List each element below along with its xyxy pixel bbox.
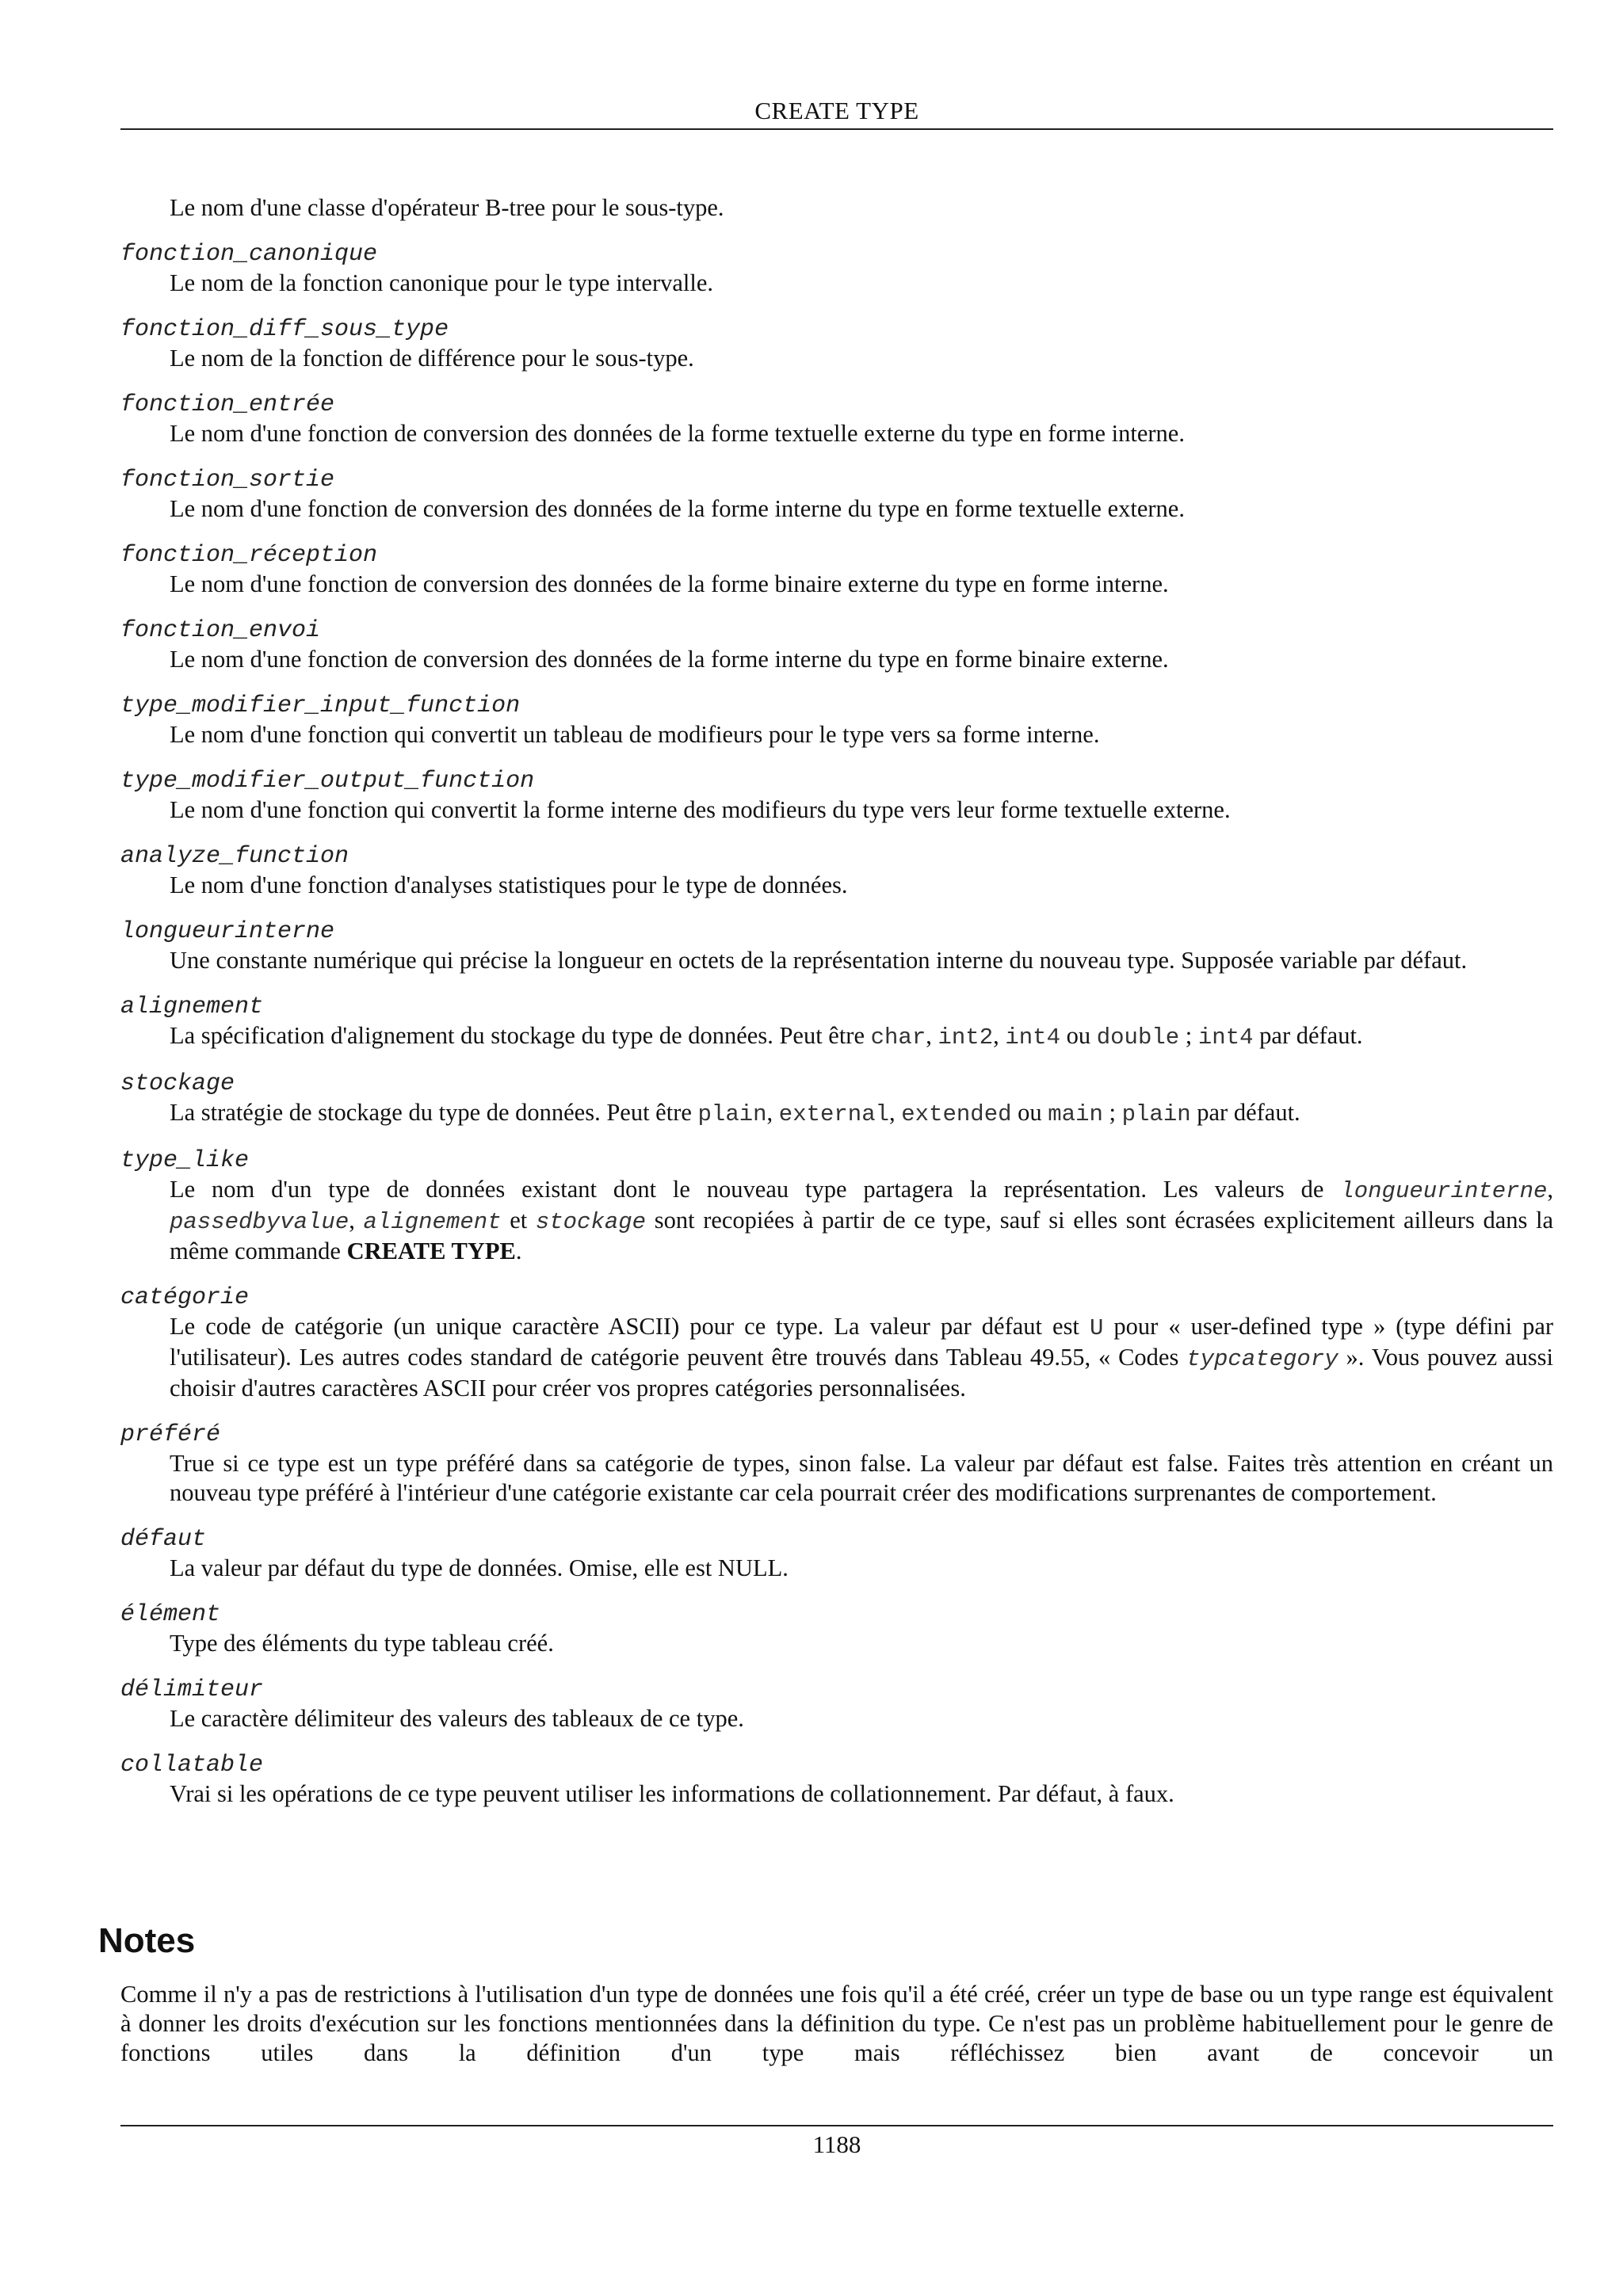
term-description: Le nom de la fonction canonique pour le type intervalle. (170, 269, 714, 296)
desc-text: Le code de catégorie (un unique caractère ASCII) pour ce type. La valeur par défaut est (170, 1313, 1079, 1340)
desc-text: Le nom d'un type de données existant dont le nouveau type partagera la représentation. Les valeurs de (170, 1176, 1324, 1203)
desc-text: La stratégie de stockage du type de données. Peut être (170, 1099, 692, 1126)
term-description: Une constante numérique qui précise la longueur en octets de la représentation interne du nouveau type. Supposée variable par défaut. (170, 947, 1468, 974)
code-literal: int4 (1005, 1024, 1060, 1051)
term-description: Le nom d'une fonction qui convertit la forme interne des modifieurs du type vers leur forme textuelle externe. (170, 796, 1231, 823)
page-header (120, 93, 1553, 130)
term: fonction_diff_sous_type (120, 316, 449, 343)
entry-defaut (120, 1525, 1553, 1583)
entry-fonction-sortie (120, 466, 1553, 524)
entry-prefere (120, 1421, 1553, 1508)
parameter-ref: alignement (363, 1209, 502, 1235)
term-description: Le nom d'une fonction de conversion des données de la forme textuelle externe du type en forme interne. (170, 420, 1185, 447)
term: fonction_réception (120, 542, 378, 569)
term: préféré (120, 1421, 221, 1448)
desc-text: par défaut. (1259, 1022, 1363, 1049)
entry-fonction-canonique (120, 240, 1553, 298)
entry-alignement (120, 993, 1553, 1052)
separator: ou (1066, 1022, 1091, 1049)
code-literal: int4 (1197, 1024, 1254, 1051)
term: délimiteur (120, 1676, 264, 1703)
separator: , (993, 1022, 999, 1049)
entry-fonction-reception (120, 541, 1553, 599)
term: catégorie (120, 1284, 250, 1311)
term-description (170, 1021, 1553, 1052)
term: fonction_envoi (120, 617, 321, 644)
term-description: Le caractère délimiteur des valeurs des tableaux de ce type. (170, 1705, 744, 1732)
entry-type-modifier-input-function (120, 692, 1553, 749)
term: fonction_entrée (120, 391, 335, 418)
term: type_modifier_output_function (120, 768, 535, 795)
parameter-ref: longueurinterne (1340, 1178, 1548, 1204)
entry-analyze-function (120, 842, 1553, 900)
parameter-ref: stockage (535, 1209, 647, 1235)
entry-element (120, 1600, 1553, 1658)
code-literal: plain (697, 1101, 767, 1127)
code-literal: plain (1121, 1101, 1191, 1127)
term-description: Le nom d'une fonction qui convertit un tableau de modifieurs pour le type vers sa forme interne. (170, 721, 1100, 748)
term-description: Vrai si les opérations de ce type peuvent utiliser les informations de collationnement. Par défaut, à faux. (170, 1780, 1174, 1807)
parameter-list (120, 193, 1553, 1809)
term-description (170, 1312, 1553, 1403)
entry-stockage (120, 1070, 1553, 1129)
term-description: True si ce type est un type préféré dans sa catégorie de types, sinon false. La valeur par défaut est false. Faites très attention en créant un nouveau type préféré à l'intérieur d'une catégorie existante car cela pourrait créer des modifications surprenantes de comportement. (170, 1450, 1553, 1506)
term-description: Le nom d'une fonction de conversion des données de la forme interne du type en forme textuelle externe. (170, 495, 1185, 522)
page-footer (120, 2125, 1553, 2163)
notes-heading: Notes (98, 1921, 196, 1960)
desc-text: pour « user-defined type » (type défini par l'utilisateur). Les autres codes standard de catégorie peuvent être trouvés dans Tableau 49.55, « Codes (170, 1313, 1554, 1371)
separator: ; (1109, 1099, 1116, 1126)
page-header-title: CREATE TYPE (754, 97, 919, 124)
term: fonction_canonique (120, 241, 378, 268)
desc-text: sont recopiées à partir de ce type, sauf si elles sont écrasées explicitement ailleurs dans la même commande (170, 1207, 1554, 1264)
desc-text: La spécification d'alignement du stockage du type de données. Peut être (170, 1022, 865, 1049)
entry-type-modifier-output-function (120, 767, 1553, 825)
parameter-ref: passedbyvalue (170, 1209, 349, 1235)
term: type_modifier_input_function (120, 692, 521, 719)
code-literal: int2 (938, 1024, 994, 1051)
entry-categorie (120, 1283, 1553, 1403)
code-literal: double (1096, 1024, 1180, 1051)
notes-paragraph: Comme il n'y a pas de restrictions à l'utilisation d'un type de données une fois qu'il a été créé, créer un type de base ou un type range est équivalent à donner les droits d'exécution sur les fonctions mentionnées dans la définition du type. Ce n'est pas un problème habituellement pour le genre de fonctions utiles dans la définition d'un type mais réfléchissez bien avant de concevoir un (120, 1981, 1553, 2066)
entry-collatable (120, 1751, 1553, 1809)
separator: , (1547, 1176, 1554, 1203)
term-description: Le nom d'une fonction de conversion des données de la forme binaire externe du type en forme interne. (170, 570, 1169, 597)
code-literal: external (778, 1101, 890, 1127)
term: collatable (120, 1752, 264, 1779)
separator: , (926, 1022, 932, 1049)
code-literal: U (1089, 1315, 1104, 1341)
entry-longueurinterne (120, 917, 1553, 975)
term: stockage (120, 1070, 235, 1097)
term-description: Le nom d'une fonction d'analyses statistiques pour le type de données. (170, 871, 848, 898)
entry-type-like (120, 1146, 1553, 1266)
term: type_like (120, 1147, 250, 1174)
term: fonction_sortie (120, 467, 335, 494)
code-literal: extended (901, 1101, 1012, 1127)
term-description: Le nom d'une fonction de conversion des données de la forme interne du type en forme binaire externe. (170, 646, 1169, 673)
code-literal: main (1048, 1101, 1103, 1127)
entry-fonction-entree (120, 391, 1553, 448)
code-literal: char (870, 1024, 926, 1051)
separator: ; (1185, 1022, 1193, 1049)
term: longueurinterne (120, 918, 335, 945)
term-list (120, 240, 1553, 1809)
term-description: La valeur par défaut du type de données. Omise, elle est NULL. (170, 1554, 789, 1581)
desc-text: par défaut. (1197, 1099, 1300, 1126)
term: élément (120, 1601, 221, 1628)
entry-delimiteur (120, 1676, 1553, 1733)
parameter-ref: typcategory (1186, 1346, 1338, 1372)
separator: , (766, 1099, 773, 1126)
separator: , (349, 1207, 355, 1234)
entry-fonction-diff-sous-type (120, 315, 1553, 373)
term-description (170, 1098, 1553, 1129)
separator: et (510, 1207, 528, 1234)
page-number: 1188 (812, 2130, 861, 2158)
intro-description: Le nom d'une classe d'opérateur B-tree pour le sous-type. (170, 194, 724, 221)
entry-fonction-envoi (120, 616, 1553, 674)
desc-text: ». Vous pouvez aussi choisir d'autres caractères ASCII pour créer vos propres catégories personnalisées. (170, 1344, 1553, 1402)
term-description (170, 1175, 1553, 1266)
separator: , (889, 1099, 896, 1126)
separator: ou (1018, 1099, 1042, 1126)
term: alignement (120, 994, 264, 1020)
command-name: CREATE TYPE (346, 1238, 516, 1264)
term-description: Le nom de la fonction de différence pour le sous-type. (170, 345, 694, 372)
term-description: Type des éléments du type tableau créé. (170, 1630, 554, 1657)
desc-text: . (515, 1238, 522, 1264)
term: analyze_function (120, 843, 349, 870)
term: défaut (120, 1526, 207, 1553)
